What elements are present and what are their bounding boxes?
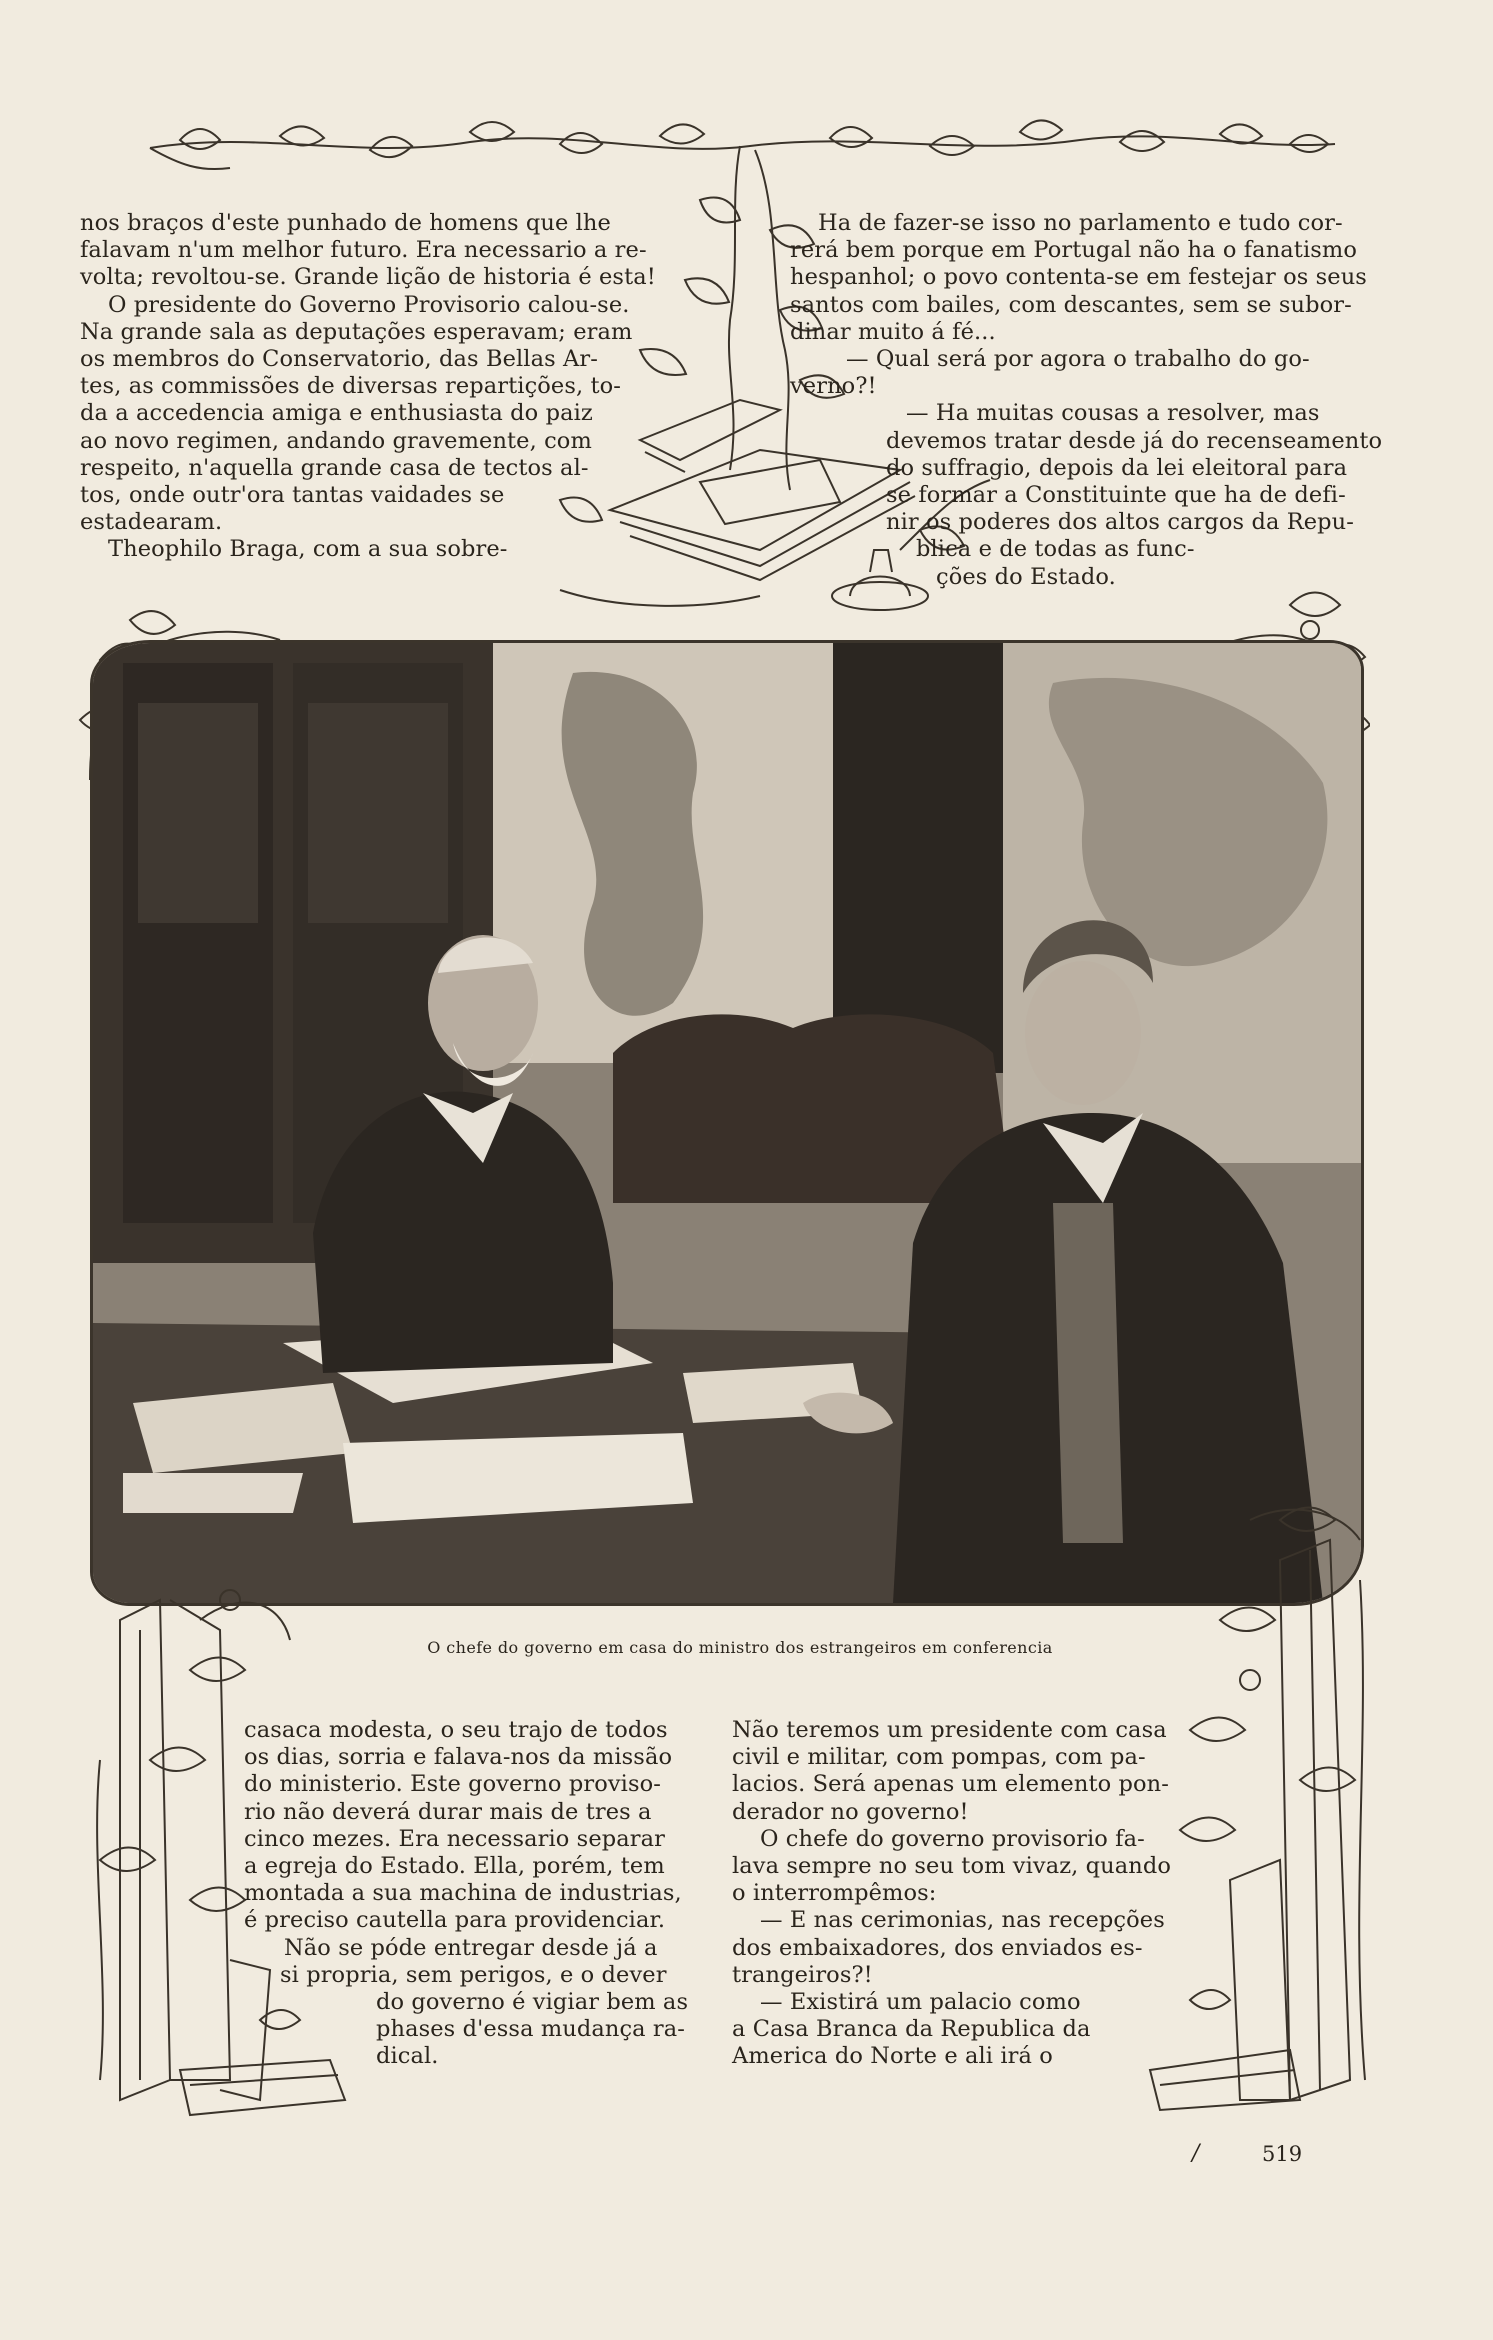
- text-line: volta; revoltou-se. Grande lição de historia é esta!: [80, 264, 656, 291]
- text-line: da a accedencia amiga e enthusiasta do paiz: [80, 400, 593, 427]
- page-number: 519: [1262, 2142, 1303, 2166]
- text-line: do ministerio. Este governo proviso-: [244, 1771, 661, 1798]
- photograph: [90, 640, 1364, 1606]
- text-line: rio não deverá durar mais de tres a: [244, 1798, 652, 1825]
- text-line: nos braços d'este punhado de homens que lhe: [80, 210, 611, 236]
- text-line: trangeiros?!: [732, 1961, 873, 1988]
- text-line: dos embaixadores, dos enviados es-: [732, 1934, 1143, 1961]
- text-line: ao novo regimen, andando gravemente, com: [80, 427, 592, 454]
- text-line: O presidente do Governo Provisorio calou-se.: [108, 291, 630, 318]
- text-line: nir os poderes dos altos cargos da Repu-: [886, 509, 1354, 536]
- text-line: verno?!: [790, 373, 877, 400]
- photo-caption: O chefe do governo em casa do ministro dos estrangeiros em conferencia: [427, 1638, 1053, 1657]
- text-line: a Casa Branca da Republica da: [732, 2016, 1091, 2043]
- conference-photo-illustration: [93, 643, 1361, 1603]
- text-line: casaca modesta, o seu trajo de todos: [244, 1717, 668, 1743]
- article-column-top-left: [80, 210, 678, 564]
- text-line: hespanhol; o povo contenta-se em festejar os seus: [790, 264, 1367, 291]
- article-column-top-right: [790, 210, 1383, 591]
- text-line: Não se póde entregar desde já a: [284, 1934, 658, 1961]
- text-line: tes, as commissões de diversas repartições, to-: [80, 373, 621, 400]
- text-line: lacios. Será apenas um elemento pon-: [732, 1771, 1169, 1798]
- text-line: dical.: [376, 2043, 439, 2070]
- text-line: montada a sua machina de industrias,: [244, 1880, 682, 1907]
- text-line: rerá bem porque em Portugal não ha o fanatismo: [790, 237, 1357, 264]
- text-line: os dias, sorria e falava-nos da missão: [244, 1744, 673, 1771]
- text-line: — E nas cerimonias, nas recepções: [760, 1907, 1165, 1934]
- text-line: se formar a Constituinte que ha de defi-: [886, 482, 1346, 509]
- text-line: Não teremos um presidente com casa: [732, 1717, 1167, 1743]
- text-line: tos, onde outr'ora tantas vaidades se: [80, 482, 505, 509]
- text-line: ções do Estado.: [936, 563, 1116, 590]
- text-line: lava sempre no seu tom vivaz, quando: [732, 1853, 1172, 1880]
- text-line: devemos tratar desde já do recenseamento: [886, 427, 1383, 454]
- text-line: America do Norte e ali irá o: [732, 2043, 1053, 2070]
- text-line: é preciso cautella para providenciar.: [244, 1907, 666, 1934]
- text-line: phases d'essa mudança ra-: [376, 2016, 686, 2043]
- text-line: — Existirá um palacio como: [760, 1989, 1081, 2016]
- text-line: derador no governo!: [732, 1798, 969, 1825]
- text-line: O chefe do governo provisorio fa-: [760, 1825, 1145, 1852]
- text-line: estadearam.: [80, 509, 223, 536]
- text-line: respeito, n'aquella grande casa de tectos al-: [80, 454, 589, 481]
- text-line: cinco mezes. Era necessario separar: [244, 1825, 665, 1852]
- text-line: falavam n'um melhor futuro. Era necessario a re-: [80, 237, 647, 264]
- text-line: do suffragio, depois da lei eleitoral para: [886, 454, 1348, 481]
- text-line: blica e de todas as func-: [916, 536, 1195, 563]
- pencil-mark: /: [1192, 2141, 1200, 2166]
- text-line: do governo é vigiar bem as: [376, 1989, 689, 2016]
- text-line: si propria, sem perigos, e o dever: [280, 1961, 667, 1988]
- text-line: Theophilo Braga, com a sua sobre-: [108, 536, 508, 563]
- text-line: o interrompêmos:: [732, 1880, 937, 1907]
- text-line: a egreja do Estado. Ella, porém, tem: [244, 1853, 665, 1880]
- text-line: os membros do Conservatorio, das Bellas Ar-: [80, 346, 598, 373]
- text-line: dinar muito á fé...: [790, 318, 996, 345]
- text-line: santos com bailes, com descantes, sem se subor-: [790, 291, 1352, 318]
- text-line: — Ha muitas cousas a resolver, mas: [906, 400, 1320, 427]
- text-line: civil e militar, com pompas, com pa-: [732, 1744, 1146, 1771]
- text-line: Ha de fazer-se isso no parlamento e tudo cor-: [818, 210, 1343, 236]
- article-column-bottom-left: [244, 1717, 690, 2071]
- books-plant-ornament-right: [1130, 1480, 1380, 2120]
- article-column-bottom-right: [732, 1717, 1172, 2071]
- text-line: Na grande sala as deputações esperavam; eram: [80, 318, 633, 345]
- text-line: — Qual será por agora o trabalho do go-: [846, 346, 1310, 373]
